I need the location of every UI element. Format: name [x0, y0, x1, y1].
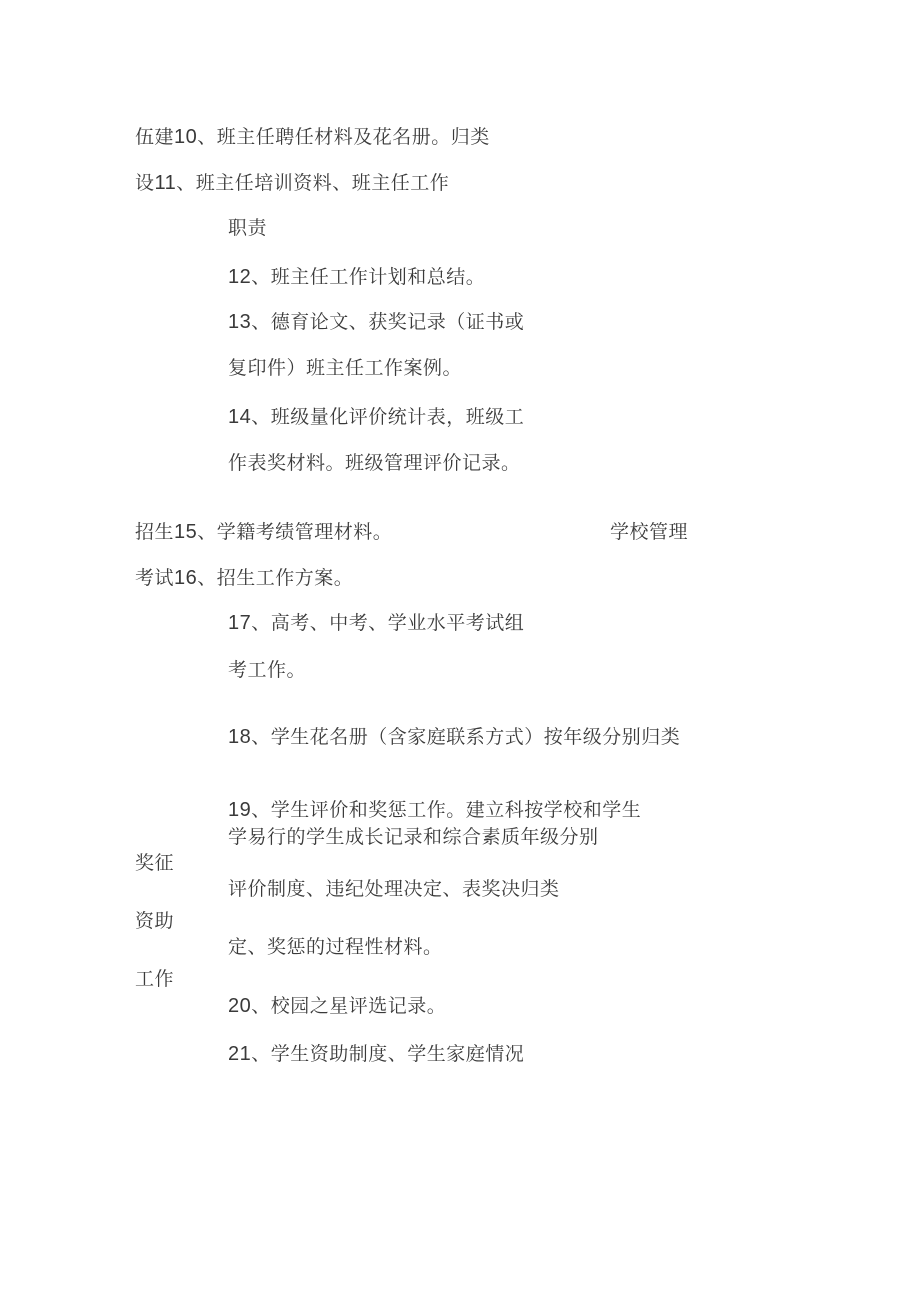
item-number: 16 [174, 567, 198, 589]
section-label: 伍建 [135, 126, 175, 148]
line-item-15 [135, 520, 392, 544]
item-text: 学易行的学生成长记录和综合素质年级分别 [228, 826, 599, 848]
side-label-jiangzheng [135, 851, 174, 875]
line-item-19-continued-2 [228, 877, 560, 901]
line-item-18 [228, 725, 680, 749]
line-item-13 [228, 310, 524, 334]
item-number: 10 [174, 126, 198, 148]
right-column-label [610, 520, 688, 544]
item-text: 复印件）班主任工作案例。 [228, 357, 463, 379]
line-item-21 [228, 1042, 524, 1066]
item-number: 18 [228, 726, 252, 748]
line-item-17 [228, 611, 524, 635]
line-item-13-continued [228, 356, 462, 380]
item-number: 14 [228, 406, 252, 428]
side-label-zizhu [135, 909, 174, 933]
item-text: 评价制度、违纪处理决定、表奖决归类 [228, 878, 560, 900]
item-number: 13 [228, 311, 252, 333]
item-text: 、招生工作方案。 [197, 567, 354, 589]
item-text: 、高考、中考、学业水平考试组 [251, 612, 525, 634]
item-text: 、班主任工作计划和总结。 [251, 266, 486, 288]
line-item-10 [135, 125, 490, 149]
item-text: 作表奖材料。班级管理评价记录。 [228, 452, 521, 474]
item-text: 、德育论文、获奖记录（证书或 [251, 311, 525, 333]
line-item-19 [228, 798, 641, 822]
item-text: 、学生资助制度、学生家庭情况 [251, 1043, 525, 1065]
right-label-text: 学校管理 [610, 521, 689, 543]
line-item-19-continued-1 [228, 825, 599, 849]
section-label: 资助 [135, 910, 175, 932]
line-item-12 [228, 265, 485, 289]
item-text: 、学生评价和奖惩工作。建立科按学校和学生 [251, 799, 642, 821]
item-text: 、班级量化评价统计表，班级工 [251, 406, 525, 428]
item-text: 考工作。 [228, 659, 307, 681]
item-number: 20 [228, 995, 252, 1017]
item-text: 、学籍考绩管理材料。 [197, 521, 393, 543]
item-text: 、学生花名册（含家庭联系方式）按年级分别归类 [251, 726, 681, 748]
item-text: 定、奖惩的过程性材料。 [228, 936, 443, 958]
line-item-14 [228, 405, 524, 429]
item-number: 17 [228, 612, 252, 634]
item-text: 、校园之星评选记录。 [251, 995, 447, 1017]
item-text: 职责 [228, 217, 268, 239]
section-label: 招生 [135, 521, 175, 543]
section-label: 奖征 [135, 852, 175, 874]
item-number: 15 [174, 521, 198, 543]
line-item-19-continued-3 [228, 935, 443, 959]
item-text: 、班主任培训资料、班主任工作 [176, 172, 450, 194]
line-item-11-continued [228, 216, 267, 240]
line-item-20 [228, 994, 446, 1018]
item-text: 、班主任聘任材料及花名册。归类 [197, 126, 490, 148]
side-label-gongzuo [135, 967, 174, 991]
item-number: 21 [228, 1043, 252, 1065]
section-label: 设 [135, 172, 155, 194]
item-number: 19 [228, 799, 252, 821]
line-item-14-continued [228, 451, 521, 475]
line-item-17-continued [228, 658, 306, 682]
item-number: 12 [228, 266, 252, 288]
line-item-11 [135, 171, 449, 195]
line-item-16 [135, 566, 353, 590]
section-label: 考试 [135, 567, 175, 589]
section-label: 工作 [135, 968, 175, 990]
item-number: 11 [154, 172, 177, 194]
